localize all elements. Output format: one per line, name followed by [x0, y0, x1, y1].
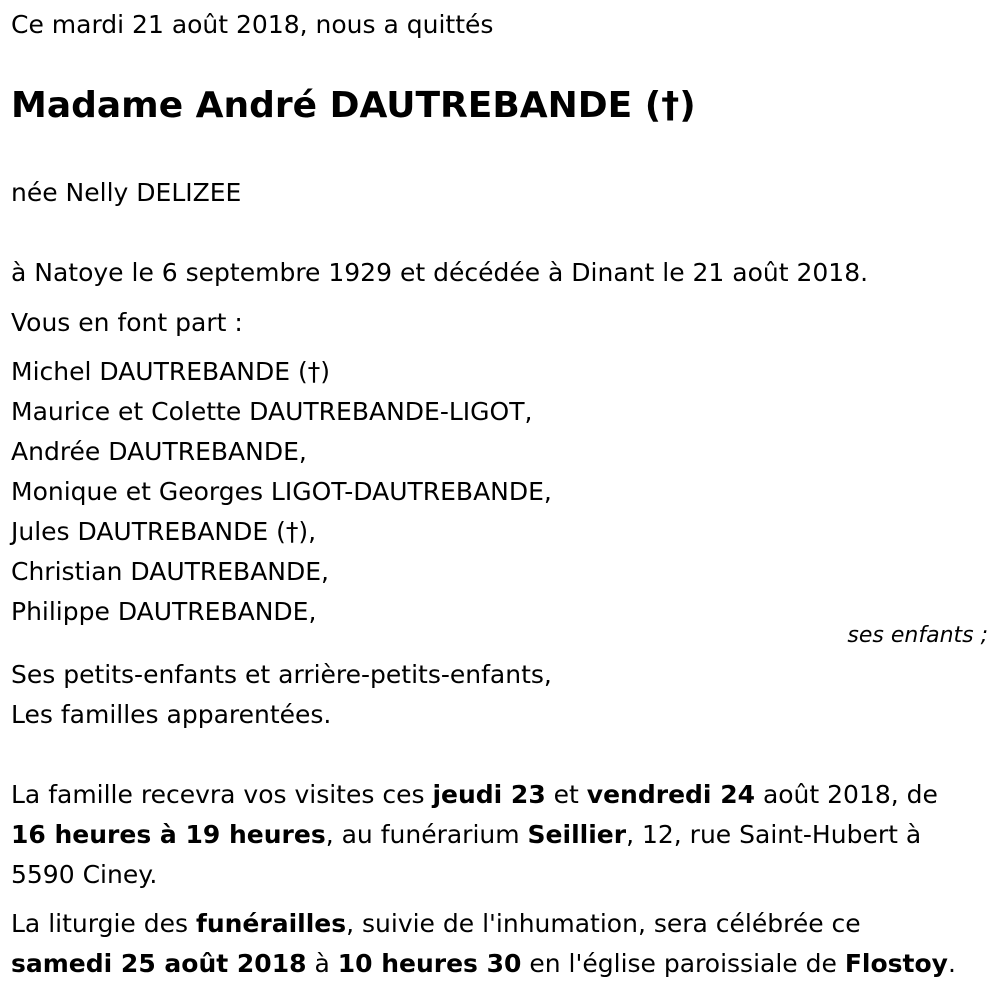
page-title: Madame André DAUTREBANDE (†): [11, 85, 696, 126]
visits-line-1: La famille recevra vos visites ces jeudi 23 et vendredi 24 août 2018, de: [11, 780, 938, 809]
birth-death-text: à Natoye le 6 septembre 1929 et décédée à Dinant le 21 août 2018.: [11, 258, 869, 287]
child-item: Maurice et Colette DAUTREBANDE-LIGOT,: [11, 397, 533, 426]
visits-line-3: 5590 Ciney.: [11, 860, 158, 889]
funeral-date: samedi 25 août 2018: [11, 949, 307, 978]
child-item: Christian DAUTREBANDE,: [11, 557, 330, 586]
visit-day-1: jeudi 23: [432, 780, 546, 809]
liturgy-line-2: samedi 25 août 2018 à 10 heures 30 en l'église paroissiale de Flostoy.: [11, 949, 956, 978]
child-item: Monique et Georges LIGOT-DAUTREBANDE,: [11, 477, 552, 506]
child-item: Jules DAUTREBANDE (†),: [11, 517, 317, 546]
child-item: Michel DAUTREBANDE (†): [11, 357, 330, 386]
liturgy-line-1: La liturgie des funérailles, suivie de l'inhumation, sera célébrée ce: [11, 909, 861, 938]
child-item: Andrée DAUTREBANDE,: [11, 437, 307, 466]
funeral-keyword: funérailles: [195, 909, 347, 938]
grandchildren-text: Ses petits-enfants et arrière-petits-enfants,: [11, 660, 552, 689]
announcement-text: Vous en font part :: [11, 308, 243, 337]
funeral-time: 10 heures 30: [337, 949, 522, 978]
child-item: Philippe DAUTREBANDE,: [11, 597, 317, 626]
families-text: Les familles apparentées.: [11, 700, 332, 729]
visits-line-2: 16 heures à 19 heures, au funérarium Seillier, 12, rue Saint-Hubert à: [11, 820, 922, 849]
church-location: Flostoy: [844, 949, 948, 978]
children-role-label: ses enfants ;: [847, 623, 988, 648]
intro-text: Ce mardi 21 août 2018, nous a quittés: [11, 10, 494, 39]
funeral-home-name: Seillier: [527, 820, 627, 849]
visit-hours: 16 heures à 19 heures: [11, 820, 326, 849]
visit-day-2: vendredi 24: [586, 780, 755, 809]
maiden-name: née Nelly DELIZEE: [11, 178, 242, 207]
